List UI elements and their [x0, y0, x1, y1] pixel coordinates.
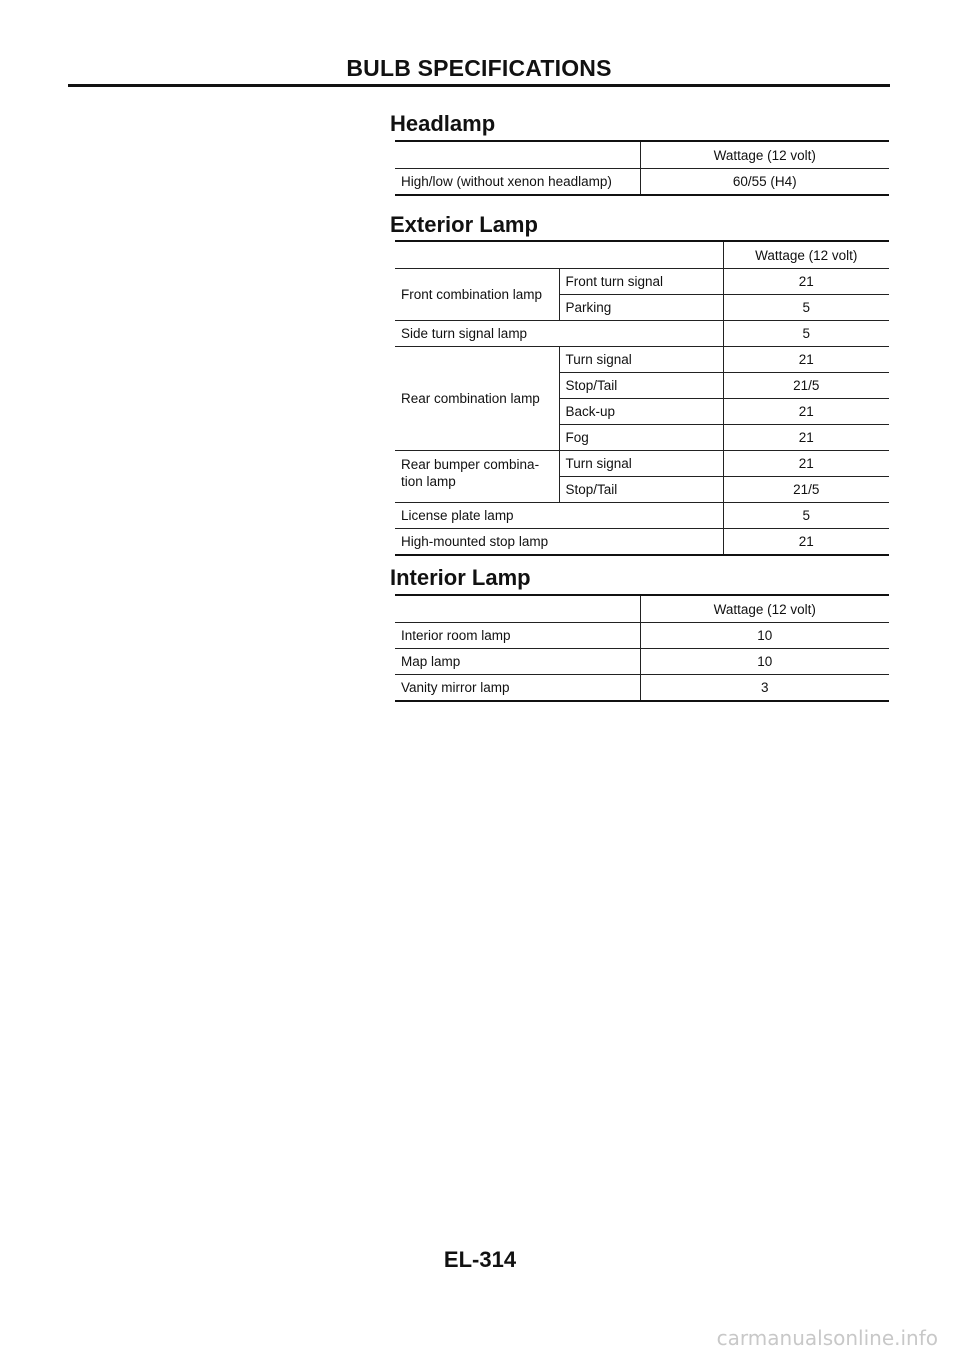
wattage-value: 21/5	[723, 477, 889, 503]
empty-header-cell	[395, 141, 640, 169]
wattage-value: 10	[640, 623, 889, 649]
lamp-label: High/low (without xenon headlamp)	[395, 169, 640, 196]
exterior-lamp-title: Exterior Lamp	[390, 212, 538, 237]
wattage-value: 5	[723, 503, 889, 529]
header-rule	[68, 84, 890, 87]
table-header-row	[395, 141, 889, 169]
table-row	[395, 169, 889, 196]
lamp-label: License plate lamp	[395, 503, 723, 529]
table-header-row	[395, 241, 889, 269]
table-row	[395, 269, 889, 295]
wattage-value: 21	[723, 529, 889, 556]
lamp-sub-label: Parking	[559, 295, 723, 321]
table-row	[395, 321, 889, 347]
lamp-sub-label: Stop/Tail	[559, 373, 723, 399]
wattage-value: 21	[723, 425, 889, 451]
page-number: EL-314	[443, 1247, 517, 1272]
page-title: BULB SPECIFICATIONS	[346, 55, 612, 81]
empty-header-cell	[395, 595, 640, 623]
table-header-row	[395, 595, 889, 623]
headlamp-title: Headlamp	[390, 111, 496, 136]
lamp-label: Side turn signal lamp	[395, 321, 723, 347]
table-row	[395, 529, 889, 556]
headlamp-table	[395, 140, 889, 196]
table-row	[395, 451, 889, 477]
wattage-value: 21	[723, 399, 889, 425]
lamp-label: High-mounted stop lamp	[395, 529, 723, 556]
wattage-value: 5	[723, 295, 889, 321]
lamp-sub-label: Back-up	[559, 399, 723, 425]
watermark: carmanualsonline.info	[716, 1326, 938, 1350]
lamp-label: Map lamp	[395, 649, 640, 675]
table-row	[395, 649, 889, 675]
wattage-value: 3	[640, 675, 889, 702]
wattage-value: 21/5	[723, 373, 889, 399]
exterior-lamp-table	[395, 240, 889, 556]
wattage-header: Wattage (12 volt)	[640, 595, 889, 623]
lamp-sub-label: Fog	[559, 425, 723, 451]
lamp-label-line: Rear bumper combina-	[401, 457, 540, 472]
table-row	[395, 503, 889, 529]
lamp-label: Vanity mirror lamp	[395, 675, 640, 702]
wattage-value: 21	[723, 347, 889, 373]
wattage-header: Wattage (12 volt)	[640, 141, 889, 169]
table-row	[395, 623, 889, 649]
wattage-value: 5	[723, 321, 889, 347]
lamp-group-label: Rear combination lamp	[395, 347, 559, 451]
interior-lamp-table	[395, 594, 889, 702]
lamp-label: Interior room lamp	[395, 623, 640, 649]
table-row	[395, 675, 889, 702]
wattage-value: 21	[723, 451, 889, 477]
lamp-group-label: Front combination lamp	[395, 269, 559, 321]
lamp-label-line: tion lamp	[401, 474, 456, 489]
wattage-header: Wattage (12 volt)	[723, 241, 889, 269]
lamp-sub-label: Stop/Tail	[559, 477, 723, 503]
interior-lamp-title: Interior Lamp	[390, 565, 531, 590]
wattage-value: 60/55 (H4)	[640, 169, 889, 196]
lamp-group-label	[395, 451, 559, 503]
wattage-value: 21	[723, 269, 889, 295]
table-row	[395, 347, 889, 373]
wattage-value: 10	[640, 649, 889, 675]
page-header	[68, 52, 890, 87]
lamp-sub-label: Front turn signal	[559, 269, 723, 295]
lamp-sub-label: Turn signal	[559, 347, 723, 373]
lamp-sub-label: Turn signal	[559, 451, 723, 477]
empty-header-cell	[395, 241, 723, 269]
